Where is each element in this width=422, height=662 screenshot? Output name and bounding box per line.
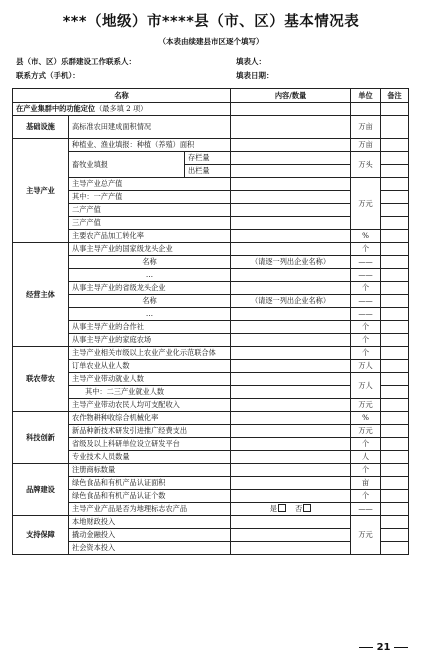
basic-info-table: 名称 内容/数量 单位 备注 在产业集群中的功能定位（最多填 2 项） 基础设施 高标准农田建成面积情况 万亩 主导产业 种植业、渔业填报：种植（养殖）面积 万亩 畜牧业填报 存栏量 万头 出栏量 主导产业总产值 万元 其中：一产产值 二产产值 三产产值 主要农产品加工转化率 % 经营主体 从事主导产业的国家级龙头企业 个 名称 （请逐一列出企业名称） —— … —— 从事主导产业的省级龙头企业 个 名称 （请逐一列出企业名称） —— … —— 从事主导产业的合作社 个 从事主导产业的家庭农场 个 联农带农 主导产业相关市级以上农业产业化示范联合体 个 订单农业从业人数 万人 主导产业带动就业人数 万人 其中：二三产业就业人数 主导产业带动农民人均可支配收入 万元 科技创新 农作物耕种收综合机械化率 % 新品种新技术研发引进推广经费支出 万元 省级及以上科研单位设立研发平台 个 专业技术人员数量 人 品牌建设 注册商标数量 个 绿色食品和有机产品认证面积 亩 绿色食品和有机产品认证个数 个 主导产业产品是否为地理标志农产品 是 否 —— 支持保障 本地财政投入 万元 撬动金融投入 社会资本投入: [12, 88, 409, 555]
filler-label: 填表人：: [236, 57, 266, 66]
phone-label: 联系方式（手机）：: [16, 71, 80, 80]
functional-position-note: （最多填 2 项）: [95, 104, 148, 113]
section-infrastructure: 基础设施: [13, 116, 69, 139]
table-row: 其中：一产产值: [13, 191, 409, 204]
section-main-industry: 主导产业: [13, 139, 69, 243]
col-header-note: 备注: [381, 89, 409, 103]
table-row: 主导产业产品是否为地理标志农产品 是 否 ——: [13, 503, 409, 516]
no-checkbox[interactable]: [303, 504, 311, 512]
table-row: 品牌建设 注册商标数量 个: [13, 464, 409, 477]
table-row: 社会资本投入: [13, 542, 409, 555]
section-tech: 科技创新: [13, 412, 69, 464]
table-row: 撬动金融投入: [13, 529, 409, 542]
table-row: 从事主导产业的省级龙头企业 个: [13, 282, 409, 295]
table-header-row: [13, 89, 409, 103]
section-brand: 品牌建设: [13, 464, 69, 516]
table-row: 绿色食品和有机产品认证面积 亩: [13, 477, 409, 490]
table-row: 绿色食品和有机产品认证个数 个: [13, 490, 409, 503]
yes-checkbox[interactable]: [278, 504, 286, 512]
table-row: … ——: [13, 269, 409, 282]
col-header-content: 内容/数量: [231, 89, 351, 103]
table-row: 科技创新 农作物耕种收综合机械化率 %: [13, 412, 409, 425]
table-row: [13, 103, 409, 116]
page-subtitle: （本表由续建县市区逐个填写）: [158, 37, 264, 46]
table-row: 主导产业 种植业、渔业填报：种植（养殖）面积 万亩: [13, 139, 409, 152]
table-row: 从事主导产业的合作社 个: [13, 321, 409, 334]
table-row: 新品种新技术研发引进推广经费支出 万元: [13, 425, 409, 438]
col-header-unit: 单位: [351, 89, 381, 103]
table-row: 主要农产品加工转化率 %: [13, 230, 409, 243]
page-title: ***（地级）市****县（市、区）基本情况表: [62, 14, 360, 30]
functional-position-label: 在产业集群中的功能定位: [16, 104, 96, 113]
page-number: 21: [359, 642, 408, 653]
section-support: 支持保障: [13, 516, 69, 555]
col-header-name: 名称: [13, 89, 231, 103]
table-row: 从事主导产业的家庭农场 个: [13, 334, 409, 347]
date-label: 填表日期：: [236, 71, 274, 80]
table-row: 基础设施 高标准农田建成面积情况 万亩: [13, 116, 409, 139]
table-row: 主导产业带动就业人数 万人: [13, 373, 409, 386]
table-row: 名称 （请逐一列出企业名称） ——: [13, 256, 409, 269]
table-row: … ——: [13, 308, 409, 321]
table-row: 畜牧业填报 存栏量 万头: [13, 152, 409, 165]
contact-label: 县（市、区）乐群建设工作联系人：: [16, 57, 136, 66]
table-row: 三产产值: [13, 217, 409, 230]
section-operators: 经营主体: [13, 243, 69, 347]
table-row: 二产产值: [13, 204, 409, 217]
table-row: 支持保障 本地财政投入 万元: [13, 516, 409, 529]
section-linkage: 联农带农: [13, 347, 69, 412]
table-row: 主导产业总产值 万元: [13, 178, 409, 191]
table-row: 订单农业从业人数 万人: [13, 360, 409, 373]
table-row: 专业技术人员数量 人: [13, 451, 409, 464]
table-row: 省级及以上科研单位设立研发平台 个: [13, 438, 409, 451]
table-row: 出栏量: [13, 165, 409, 178]
table-row: 名称 （请逐一列出企业名称） ——: [13, 295, 409, 308]
table-row: 其中：二三产业就业人数: [13, 386, 409, 399]
functional-position-cell: [13, 103, 231, 116]
geo-indication-choice: 是 否: [231, 503, 351, 516]
table-row: 经营主体 从事主导产业的国家级龙头企业 个: [13, 243, 409, 256]
table-row: 主导产业带动农民人均可支配收入 万元: [13, 399, 409, 412]
